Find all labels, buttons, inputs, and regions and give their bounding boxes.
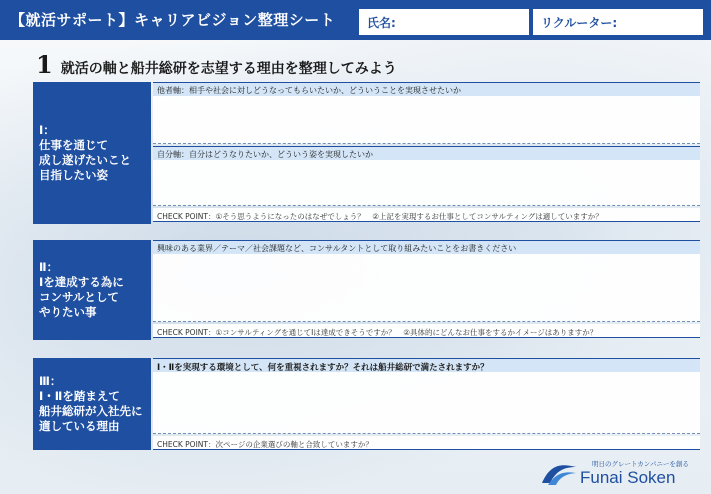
- check-point-2: CHECK POINT：①コンサルティングを通じてⅠは達成できそうですか？ ②具体的にどんなお仕事をするかイメージはありますか？: [153, 324, 700, 338]
- name-field[interactable]: 氏名:: [359, 9, 529, 35]
- answer-area-self-axis[interactable]: [153, 160, 700, 206]
- row-label-line: コンサルとして: [39, 290, 119, 304]
- check-point-1: CHECK POINT：①そう思うようになったのはなぜでしょう？ ②上記を実現するお仕事としてコンサルティングは適していますか？: [153, 208, 700, 222]
- row-block-2: [33, 240, 700, 340]
- question-consulting: 興味のある業界／テーマ／社会課題など、コンサルタントとして取り組みたいことをお書きください: [153, 240, 700, 254]
- row-content-3: [153, 358, 700, 450]
- row-label-2: [33, 240, 151, 340]
- row-label-line: 成し遂げたいこと: [39, 153, 131, 167]
- recruiter-field[interactable]: リクルーター:: [533, 9, 703, 35]
- row-content-1: [153, 82, 700, 224]
- question-other-axis: 他者軸：相手や社会に対しどうなってもらいたいか、どういうことを実現させたいか: [153, 82, 700, 96]
- row-block-1: [33, 82, 700, 224]
- funai-soken-logo: [540, 457, 700, 491]
- check-point-3: CHECK POINT：次ページの企業選びの軸と合致していますか？: [153, 436, 700, 450]
- logo-wave-icon: [540, 461, 578, 487]
- section-number: 1: [36, 50, 53, 79]
- answer-area-funai-fit[interactable]: [153, 372, 700, 434]
- sheet-title: 【就活サポート】キャリアビジョン整理シート: [10, 11, 336, 29]
- logo-tagline: 明日のグレートカンパニーを創る: [592, 460, 689, 468]
- row-block-3: [33, 358, 700, 450]
- row-label-line: Ⅰ：: [39, 123, 55, 137]
- row-label-line: Ⅰを達成する為に: [39, 275, 124, 289]
- answer-area-consulting[interactable]: [153, 254, 700, 322]
- row-label-line: 適している理由: [39, 419, 120, 433]
- logo-name: Funai Soken: [580, 468, 676, 487]
- row-label-line: 船井総研が入社先に: [39, 404, 143, 418]
- question-funai-fit: Ⅰ・Ⅱを実現する環境として、何を重視されますか？それは船井総研で満たされますか？: [153, 358, 700, 372]
- row-label-line: Ⅲ：: [39, 374, 62, 388]
- row-label-line: Ⅱ：: [39, 260, 59, 274]
- row-content-2: [153, 240, 700, 340]
- section-heading: [36, 50, 397, 79]
- section-title: 就活の軸と船井総研を志望する理由を整理してみよう: [60, 61, 397, 77]
- answer-area-other-axis[interactable]: [153, 96, 700, 144]
- header-bar: [0, 0, 711, 40]
- row-label-3: [33, 358, 151, 450]
- question-self-axis: 自分軸：自分はどうなりたいか、どういう姿を実現したいか: [153, 146, 700, 160]
- row-label-line: Ⅰ・Ⅱを踏まえて: [39, 389, 120, 403]
- row-label-line: 仕事を通じて: [39, 138, 108, 152]
- row-label-1: [33, 82, 151, 224]
- row-label-line: 目指したい姿: [39, 168, 108, 182]
- row-label-line: やりたい事: [39, 305, 97, 319]
